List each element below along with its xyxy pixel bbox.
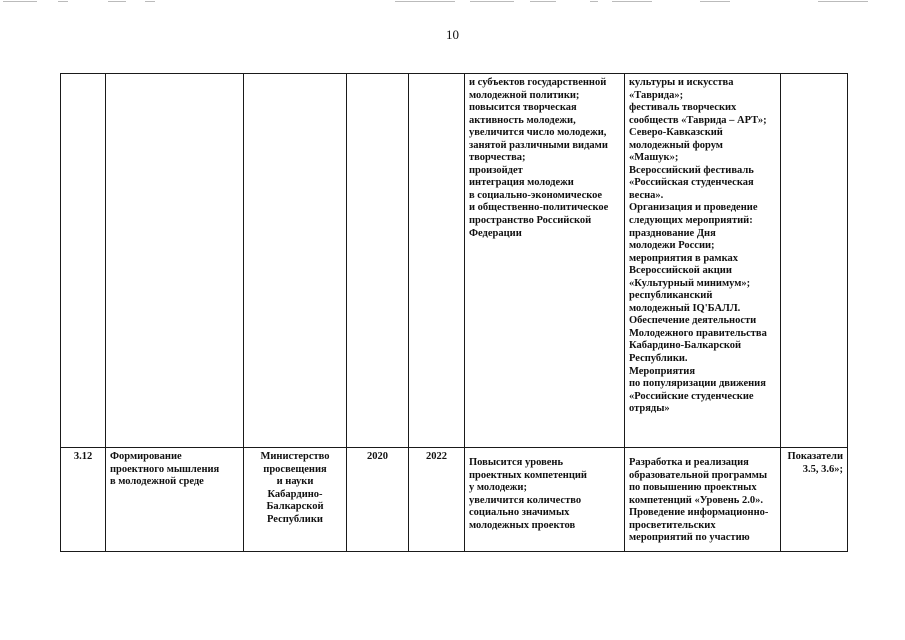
cell-text-line: сообществ «Таврида – АРТ»; <box>629 114 767 126</box>
cell-text-line: мероприятия в рамках <box>629 252 738 264</box>
cell-text-line: Министерство <box>260 451 330 462</box>
cell-measure-name <box>106 74 244 448</box>
cell-text-line: Федерации <box>469 227 522 239</box>
cell-text-line: пространство Российской <box>469 215 592 227</box>
cell-text-line: Формирование <box>110 451 182 462</box>
cell-text-line: увеличится количество <box>469 494 582 506</box>
cell-text-line: молодежи России; <box>629 240 715 252</box>
cell-text-line: проектного мышления <box>110 463 220 475</box>
cell-number: 3.12 <box>61 448 106 552</box>
cell-text-line: проектных компетенций <box>469 469 587 481</box>
cell-text-line: и науки <box>276 476 314 488</box>
cell-text-line: Показатели <box>787 451 843 462</box>
cell-end-year <box>409 74 465 448</box>
cell-indicators <box>781 74 848 448</box>
cell-text-line: Организация и проведение <box>629 202 758 214</box>
cell-text-line: в молодежной среде <box>110 476 204 488</box>
cell-text-line: Проведение информационно- <box>629 507 769 519</box>
cell-text-line: культуры и искусства <box>629 77 734 88</box>
cell-text-line: молодежной политики; <box>469 89 580 101</box>
cell-number <box>61 74 106 448</box>
cell-text-line: образовательной программы <box>629 469 768 481</box>
cell-text-line: Молодежного правительства <box>629 327 767 339</box>
cell-text-line: по повышению проектных <box>629 482 757 494</box>
cell-text-line: творчества; <box>469 152 526 164</box>
cell-text-line: весна». <box>629 189 664 201</box>
cell-text-line: активность молодежи, <box>469 114 576 126</box>
cell-text-line: компетенций «Уровень 2.0». <box>629 494 763 506</box>
cell-text-line: занятой различными видами <box>469 139 608 151</box>
cell-text-line: молодежный IQ'БАЛЛ. <box>629 302 741 314</box>
cell-text-line: и общественно-политическое <box>469 202 609 214</box>
cell-text-line: у молодежи; <box>469 482 527 494</box>
cell-text-line: Кабардино-Балкарской <box>629 340 742 352</box>
cell-text-line: «Российские студенческие <box>629 390 754 402</box>
table-body <box>61 74 848 552</box>
cell-text-line: республиканский <box>629 290 713 302</box>
cell-expected-results <box>465 74 625 448</box>
cell-indicators <box>781 448 848 552</box>
cell-text-line: просветительских <box>629 519 716 531</box>
cell-text-line: празднование Дня <box>629 227 716 239</box>
cell-text-line: произойдет <box>469 164 523 176</box>
cell-text-line: следующих мероприятий: <box>629 215 753 227</box>
cell-activities <box>625 448 781 552</box>
table-row <box>61 74 848 448</box>
cell-start-year <box>347 74 409 448</box>
cell-measure-name <box>106 448 244 552</box>
cell-responsible-org <box>244 74 347 448</box>
cell-text-line: в социально-экономическое <box>469 189 603 201</box>
measures-table <box>60 73 848 552</box>
cell-text-line: «Машук»; <box>629 152 679 164</box>
cell-text-line: мероприятий по участию <box>629 532 750 544</box>
cell-text-line: «Культурный минимум»; <box>629 277 751 289</box>
cell-text-line: 3.5, 3.6»; <box>802 463 843 475</box>
cell-text-line: и субъектов государственной <box>469 77 607 88</box>
cell-text-line: Северо-Кавказский <box>629 127 723 139</box>
table-row <box>61 448 848 552</box>
cell-text-line: Всероссийский фестиваль <box>629 164 754 176</box>
cell-expected-results <box>465 448 625 552</box>
cell-text-line: отряды» <box>629 403 670 415</box>
cell-text-line: интеграция молодежи <box>469 177 574 189</box>
cell-text-line: «Российская студенческая <box>629 177 754 189</box>
page-number: 10 <box>446 27 459 42</box>
cell-text-line: «Таврида»; <box>629 89 684 101</box>
cell-text-line: Республики <box>267 513 323 525</box>
cell-text-line: социально значимых <box>469 507 570 519</box>
cell-text-line: по популяризации движения <box>629 378 766 390</box>
cell-text-line: Повысится уровень <box>469 457 563 468</box>
cell-end-year: 2022 <box>409 448 465 552</box>
cell-activities <box>625 74 781 448</box>
cell-responsible-org <box>244 448 347 552</box>
cell-text-line: Кабардино- <box>267 488 323 500</box>
cell-text-line: Республики. <box>629 353 688 365</box>
cell-text-line: Обеспечение деятельности <box>629 315 757 327</box>
cell-text-line: молодежный форум <box>629 139 723 151</box>
cell-text-line: просвещения <box>263 463 327 475</box>
scan-artifacts <box>0 0 905 6</box>
cell-text-line: Всероссийской акции <box>629 265 732 277</box>
cell-text-line: Разработка и реализация <box>629 457 749 468</box>
cell-text-line: фестиваль творческих <box>629 102 737 114</box>
cell-start-year: 2020 <box>347 448 409 552</box>
cell-text-line: увеличится число молодежи, <box>469 127 607 139</box>
cell-text-line: Мероприятия <box>629 365 696 377</box>
cell-text-line: Балкарской <box>266 501 324 513</box>
cell-text-line: повысится творческая <box>469 102 577 114</box>
cell-text-line: молодежных проектов <box>469 519 576 531</box>
